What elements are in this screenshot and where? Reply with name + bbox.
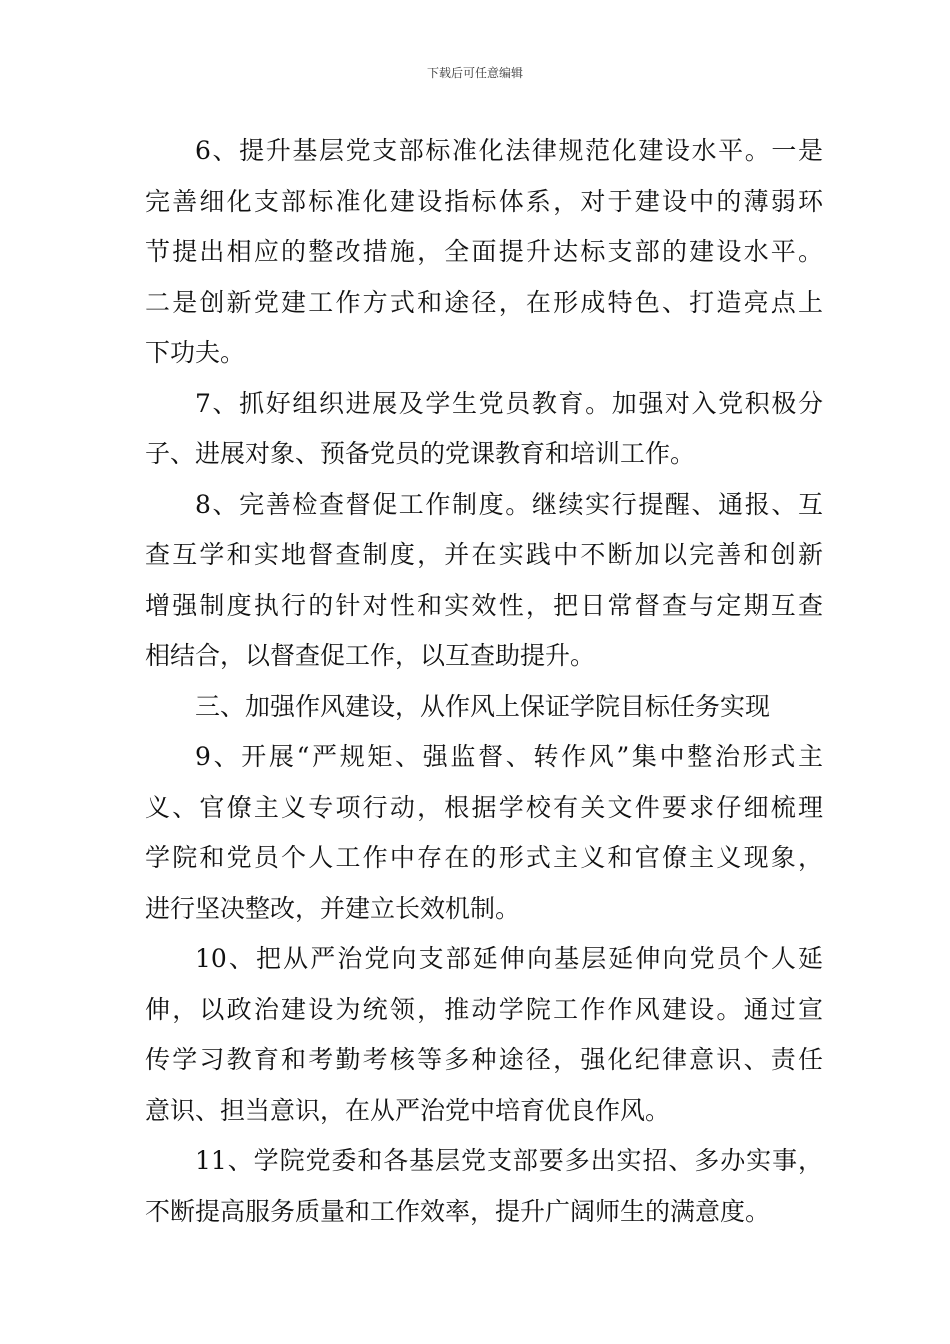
text-line: 7、抓好组织进展及学生党员教育。加强对入党积极分 xyxy=(195,388,823,418)
text-line: 完善细化支部标准化建设指标体系，对于建设中的薄弱环 xyxy=(145,186,823,216)
text-line: 传学习教育和考勤考核等多种途径，强化纪律意识、责任 xyxy=(145,1045,823,1074)
text-line: 9、开展“严规矩、强监督、转作风”集中整治形式主 xyxy=(195,742,823,771)
text-line: 义、官僚主义专项行动，根据学校有关文件要求仔细梳理 xyxy=(145,792,823,822)
text-line: 6、提升基层党支部标准化法律规范化建设水平。一是 xyxy=(195,136,823,165)
text-line: 意识、担当意识，在从严治党中培育优良作风。 xyxy=(145,1095,671,1125)
text-line: 增强制度执行的针对性和实效性，把日常督查与定期互查 xyxy=(145,590,823,620)
text-line: 8、完善检查督促工作制度。继续实行提醒、通报、互 xyxy=(195,489,823,519)
text-line: 二是创新党建工作方式和途径，在形成特色、打造亮点上 xyxy=(145,287,823,317)
text-line: 不断提高服务质量和工作效率，提升广阔师生的满意度。 xyxy=(145,1196,771,1226)
page-header: 下载后可任意编辑 xyxy=(426,66,523,80)
text-line: 11、学院党委和各基层党支部要多出实招、多办实事， xyxy=(195,1146,823,1175)
text-line: 下功夫。 xyxy=(145,338,246,367)
text-line: 子、进展对象、预备党员的党课教育和培训工作。 xyxy=(145,439,696,468)
document-body xyxy=(145,126,823,1237)
text-line: 10、把从严治党向支部延伸向基层延伸向党员个人延 xyxy=(195,944,823,973)
text-line: 学院和党员个人工作中存在的形式主义和官僚主义现象， xyxy=(145,843,823,872)
text-line: 伸，以政治建设为统领，推动学院工作作风建设。通过宣 xyxy=(145,994,823,1024)
text-line: 相结合，以督查促工作，以互查助提升。 xyxy=(145,641,596,670)
text-line: 查互学和实地督查制度，并在实践中不断加以完善和创新 xyxy=(145,540,823,569)
text-line: 节提出相应的整改措施，全面提升达标支部的建设水平。 xyxy=(145,237,823,266)
section-heading: 三、加强作风建设，从作风上保证学院目标任务实现 xyxy=(195,691,771,721)
text-line: 进行坚决整改，并建立长效机制。 xyxy=(145,893,521,923)
